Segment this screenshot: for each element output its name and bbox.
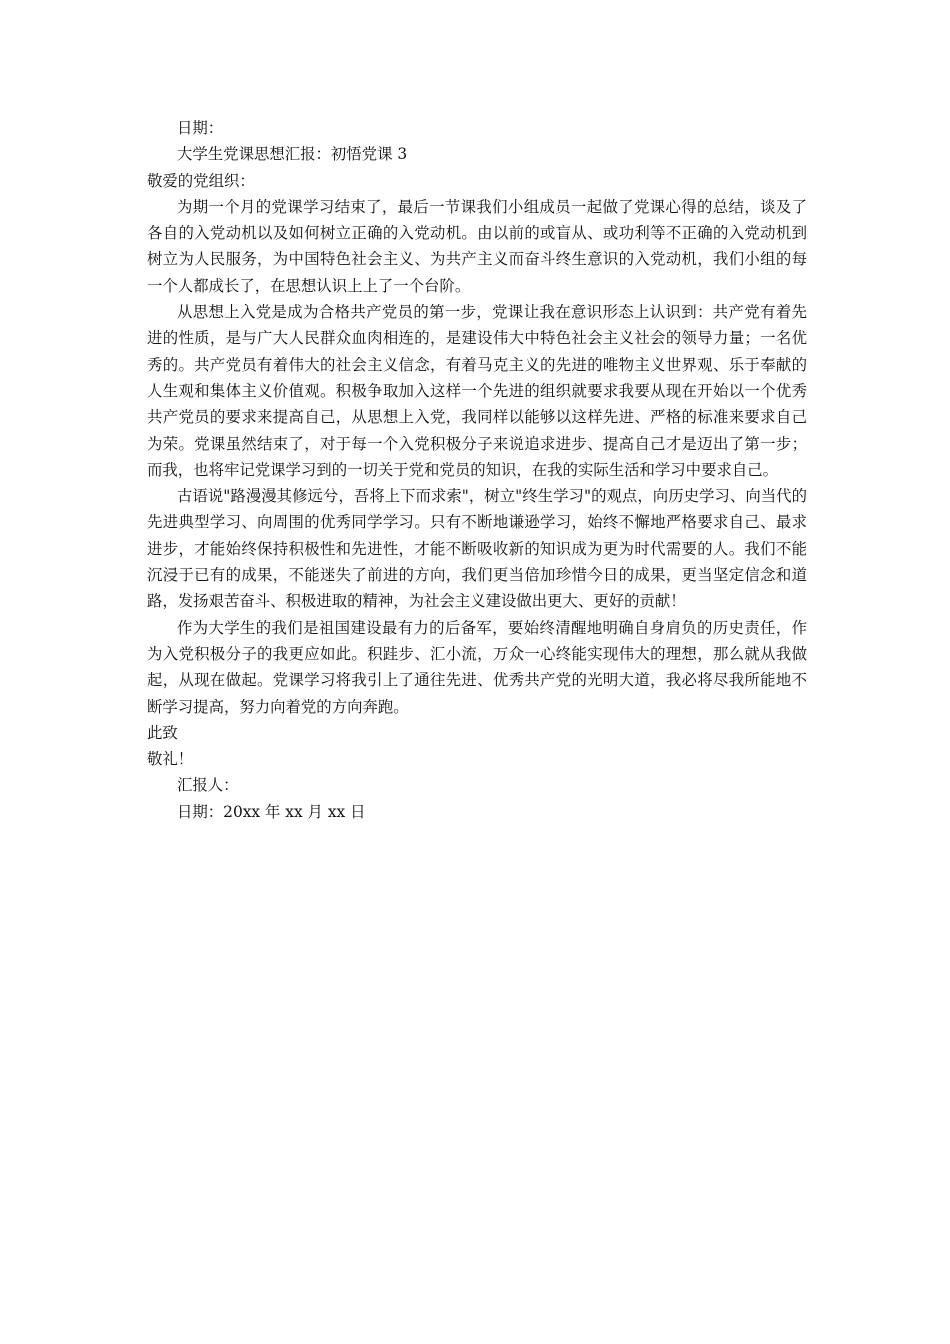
bottom-date: 日期：20xx 年 xx 月 xx 日 — [177, 802, 366, 821]
paragraph-1: 为期一个月的党课学习结束了，最后一节课我们小组成员一起做了党课心得的总结，谈及了各自的入党动机以及如何树立正确的入党动机。由以前的或盲从、或功利等不正确的入党动机到树立为人民服务，为中国特色社会主义、为共产主义而奋斗终生意识的入党动机，我们小组的每一个人都成长了，在思想认识上上了一个台阶。 — [147, 197, 807, 295]
closing-line-1: 此致 — [147, 723, 178, 742]
document-title: 大学生党课思想汇报：初悟党课 3 — [177, 145, 408, 164]
top-date-label: 日期： — [177, 119, 224, 137]
closing-line-2: 敬礼！ — [147, 750, 194, 769]
reporter-label: 汇报人： — [177, 776, 239, 795]
salutation: 敬爱的党组织： — [147, 171, 255, 190]
document-page — [147, 115, 807, 825]
paragraph-3: 古语说"路漫漫其修远兮，吾将上下而求索"，树立"终生学习"的观点，向历史学习、向当代的先进典型学习、向周围的优秀同学学习。只有不断地谦逊学习，始终不懈地严格要求自己、最求进步，才能始终保持积极性和先进性，才能不断吸收新的知识成为更为时代需要的人。我们不能沉浸于已有的成果，不能迷失了前进的方向，我们更当倍加珍惜今日的成果，更当坚定信念和道路，发扬艰苦奋斗、积极进取的精神，为社会主义建设做出更大、更好的贡献！ — [147, 487, 807, 611]
paragraph-2: 从思想上入党是成为合格共产党员的第一步，党课让我在意识形态上认识到：共产党有着先进的性质，是与广大人民群众血肉相连的，是建设伟大中特色社会主义社会的领导力量；一名优秀的。共产党员有着伟大的社会主义信念，有着马克主义的先进的唯物主义世界观、乐于奉献的人生观和集体主义价值观。积极争取加入这样一个先进的组织就要求我要从现在开始以一个优秀共产党员的要求来提高自己，从思想上入党，我同样以能够以这样先进、严格的标准来要求自己为荣。党课虽然结束了，对于每一个入党积极分子来说追求进步、提高自己才是迈出了第一步；而我，也将牢记党课学习到的一切关于党和党员的知识，在我的实际生活和学习中要求自己。 — [147, 303, 807, 479]
paragraph-4: 作为大学生的我们是祖国建设最有力的后备军，要始终清醒地明确自身肩负的历史责任，作为入党积极分子的我更应如此。积跬步、汇小流，万众一心终能实现伟大的理想，那么就从我做起，从现在做起。党课学习将我引上了通往先进、优秀共产党的光明大道，我必将尽我所能地不断学习提高，努力向着党的方向奔跑。 — [147, 618, 807, 716]
